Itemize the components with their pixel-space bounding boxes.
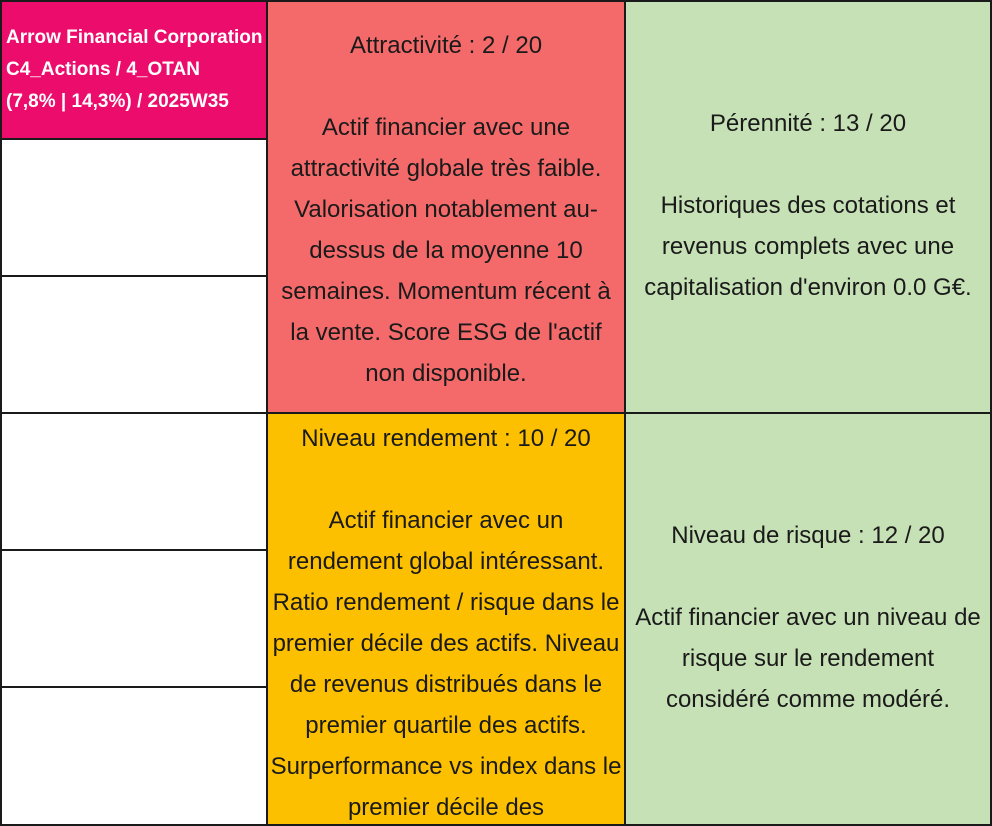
perennite-cell [624, 0, 992, 414]
attractivite-description: Actif financier avec une attractivité globale très faible. Valorisation notablement au-dessus de la moyenne 10 semaines. Momentum récent à la vente. Score ESG de l'actif non disponible. [281, 114, 611, 387]
rendement-title: Niveau rendement : 10 / 20 [301, 425, 591, 452]
empty-cell [0, 412, 268, 551]
asset-period: (7,8% | 14,3%) / 2025W35 [6, 91, 229, 112]
risque-cell [624, 412, 992, 826]
empty-cell [0, 686, 268, 826]
attractivite-title: Attractivité : 2 / 20 [349, 32, 543, 59]
risque-description: Actif financier avec un niveau de risque sur le rendement considéré comme modéré. [635, 603, 981, 713]
asset-name: Arrow Financial Corporation [6, 27, 263, 48]
asset-category: C4_Actions / 4_OTAN [6, 59, 200, 80]
asset-header-cell [0, 0, 268, 140]
perennite-title: Pérennité : 13 / 20 [709, 109, 907, 137]
empty-cell [0, 138, 268, 277]
rendement-cell [266, 412, 626, 826]
empty-cell [0, 549, 268, 688]
empty-cell [0, 275, 268, 414]
rendement-description: Actif financier avec un rendement global intéressant. Ratio rendement / risque dans le premier décile des actifs. Niveau de revenus distribués dans le premier quartile des actifs. Surperformance vs index dans le premier décile des [270, 507, 622, 821]
risque-title: Niveau de risque : 12 / 20 [671, 521, 945, 549]
attractivite-cell [266, 0, 626, 414]
perennite-description: Historiques des cotations et revenus complets avec une capitalisation d'environ 0.0 G€. [644, 191, 972, 301]
